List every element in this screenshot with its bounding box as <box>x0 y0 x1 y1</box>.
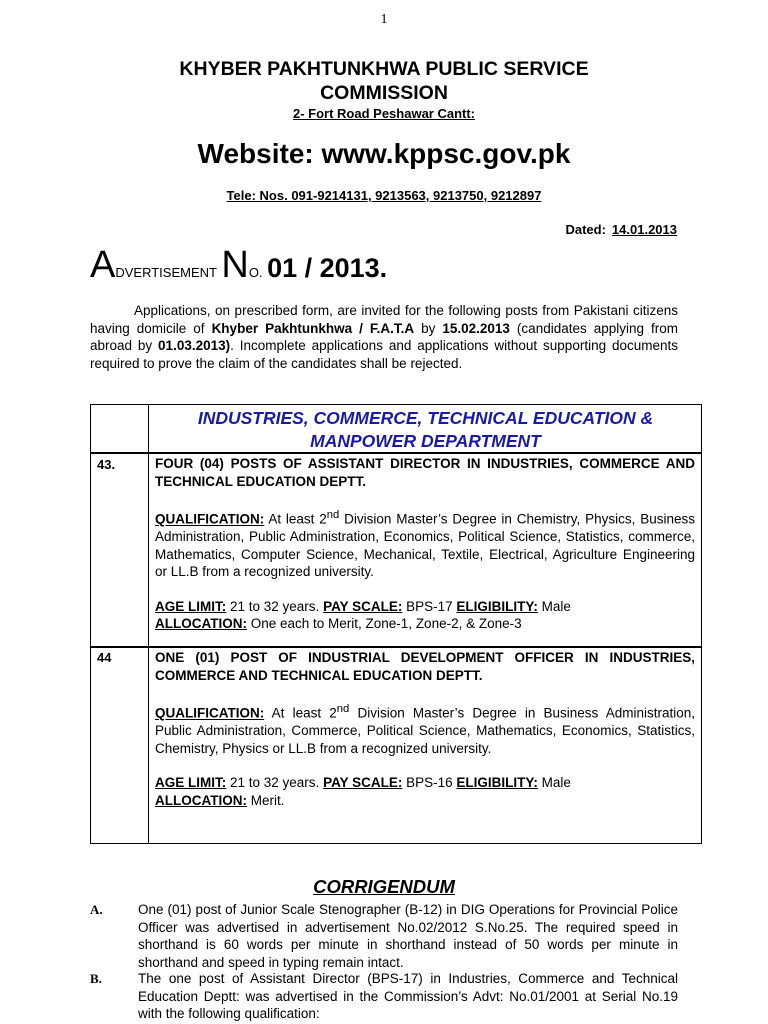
page-number: 1 <box>380 12 388 27</box>
intro-abroad-date: 01.03.2013) <box>158 338 231 353</box>
advertisement-heading <box>90 244 387 287</box>
dated-label: Dated: <box>565 222 606 237</box>
advt-smallcaps-1: DVERTISEMENT <box>115 265 217 280</box>
advt-number: 01 / 2013 <box>267 253 380 283</box>
post-title: FOUR (04) POSTS OF ASSISTANT DIRECTOR IN INDUSTRIES, COMMERCE AND TECHNICAL EDUCATION DEPTT. <box>155 456 695 489</box>
pay-scale-value: BPS-16 <box>402 775 457 790</box>
age-limit-label: AGE LIMIT: <box>155 775 227 790</box>
allocation-value: Merit. <box>246 792 285 808</box>
intro-paragraph <box>90 302 678 372</box>
qualification-prefix: At least 2 <box>264 511 327 527</box>
posts-table <box>90 404 702 844</box>
org-name-line2: COMMISSION <box>320 82 448 104</box>
post-serial-number: 44 <box>97 650 112 665</box>
dated-value: 14.01.2013 <box>611 222 677 237</box>
post-serial-number: 43. <box>97 457 116 472</box>
corrigendum-letter: B. <box>90 971 102 986</box>
org-name-line1: KHYBER PAKHTUNKHWA PUBLIC SERVICE <box>179 58 589 80</box>
pay-scale-label: PAY SCALE: <box>323 598 403 614</box>
age-limit-value: 21 to 32 years. <box>226 775 324 790</box>
table-row-divider <box>91 452 701 454</box>
allocation-label: ALLOCATION: <box>155 616 247 631</box>
corrigendum-text: The one post of Assistant Director (BPS-17) in Industries, Commerce and Technical Education Deptt: was advertised in the Commission’s Advt: No.01/2001 at Serial No.19 with the following qualification: <box>138 971 678 1021</box>
age-limit-value: 21 to 32 years. <box>226 598 324 614</box>
intro-domicile: Khyber Pakhtunkhwa / F.A.T.A <box>211 320 415 336</box>
intro-text-4: . Incomplete applications and applications without supporting documents required to prove the claim of the candidates shall be rejected. <box>90 338 678 371</box>
intro-text-2: by <box>414 320 443 336</box>
allocation-label: ALLOCATION: <box>155 792 247 808</box>
dated-line <box>565 222 677 237</box>
post-allocation <box>155 615 695 633</box>
qualification-label: QUALIFICATION: <box>155 511 265 527</box>
advt-dot: . <box>379 253 388 283</box>
corrigendum-letter: A. <box>90 902 103 917</box>
organization-name <box>0 57 768 105</box>
qualification-text: Division Master’s Degree in Chemistry, Physics, Business Administration, Public Administration, Economics, Political Science, Statistics, commerce, Mathematics, Computer Science, Mechanical, Textile, Electrical, Agriculture Engineering or LL.B from a recognized university. <box>155 511 695 579</box>
pay-scale-value: BPS-17 <box>402 598 457 614</box>
intro-text-3: (candidates applying from abroad by <box>90 320 679 353</box>
corrigendum-heading: CORRIGENDUM <box>313 876 455 897</box>
post-qualification <box>155 701 695 757</box>
allocation-value: One each to Merit, Zone-1, Zone-2, & Zone-3 <box>246 616 522 631</box>
org-telephone: Tele: Nos. 091-9214131, 9213563, 9213750, 9212897 <box>226 188 542 203</box>
eligibility-value: Male <box>537 598 571 614</box>
corrigendum-item <box>90 901 678 971</box>
post-terms <box>155 774 695 792</box>
pay-scale-label: PAY SCALE: <box>323 775 403 790</box>
qualification-text: Division Master’s Degree in Business Administration, Public Administration, Commerce, Political Science, Mathematics, Economics, Statistics, Chemistry, Physics or LL.B from a recognized university. <box>155 705 695 756</box>
qualification-label: QUALIFICATION: <box>155 705 265 721</box>
table-row-divider <box>91 646 701 648</box>
advt-cap-n: N <box>221 244 249 286</box>
eligibility-label: ELIGIBILITY: <box>456 598 538 614</box>
qualification-sup: nd <box>336 703 350 715</box>
eligibility-value: Male <box>537 775 571 790</box>
qualification-prefix: At least 2 <box>264 705 337 721</box>
post-allocation <box>155 792 695 810</box>
post-terms <box>155 598 695 616</box>
org-website: Website: www.kppsc.gov.pk <box>197 138 571 169</box>
org-address: 2- Fort Road Peshawar Cantt: <box>292 106 476 121</box>
table-column-divider <box>148 405 149 843</box>
qualification-sup: nd <box>326 509 340 521</box>
post-entry <box>155 455 695 633</box>
intro-last-date: 15.02.2013 <box>442 320 510 336</box>
age-limit-label: AGE LIMIT: <box>155 598 227 614</box>
post-entry <box>155 649 695 809</box>
advt-cap-a: A <box>90 244 116 286</box>
corrigendum-text: One (01) post of Junior Scale Stenographer (B-12) in DIG Operations for Provincial Police Officer was advertised in advertisement No.02/2012 S.No.25. The required speed in shorthand is 60 words per minute in shorthand instead of 50 words per minute in shorthand and speed in typing remain intact. <box>138 902 678 970</box>
intro-text-1: Applications, on prescribed form, are invited for the following posts from Pakistani citizens having domicile of <box>90 303 678 336</box>
post-title: ONE (01) POST OF INDUSTRIAL DEVELOPMENT OFFICER IN INDUSTRIES, COMMERCE AND TECHNICAL EDUCATION DEPTT. <box>155 650 695 683</box>
eligibility-label: ELIGIBILITY: <box>456 775 538 790</box>
department-heading: INDUSTRIES, COMMERCE, TECHNICAL EDUCATION & MANPOWER DEPARTMENT <box>197 408 654 451</box>
advt-smallcaps-2: O. <box>248 265 263 280</box>
post-qualification <box>155 507 695 581</box>
corrigendum-item <box>90 970 678 1023</box>
